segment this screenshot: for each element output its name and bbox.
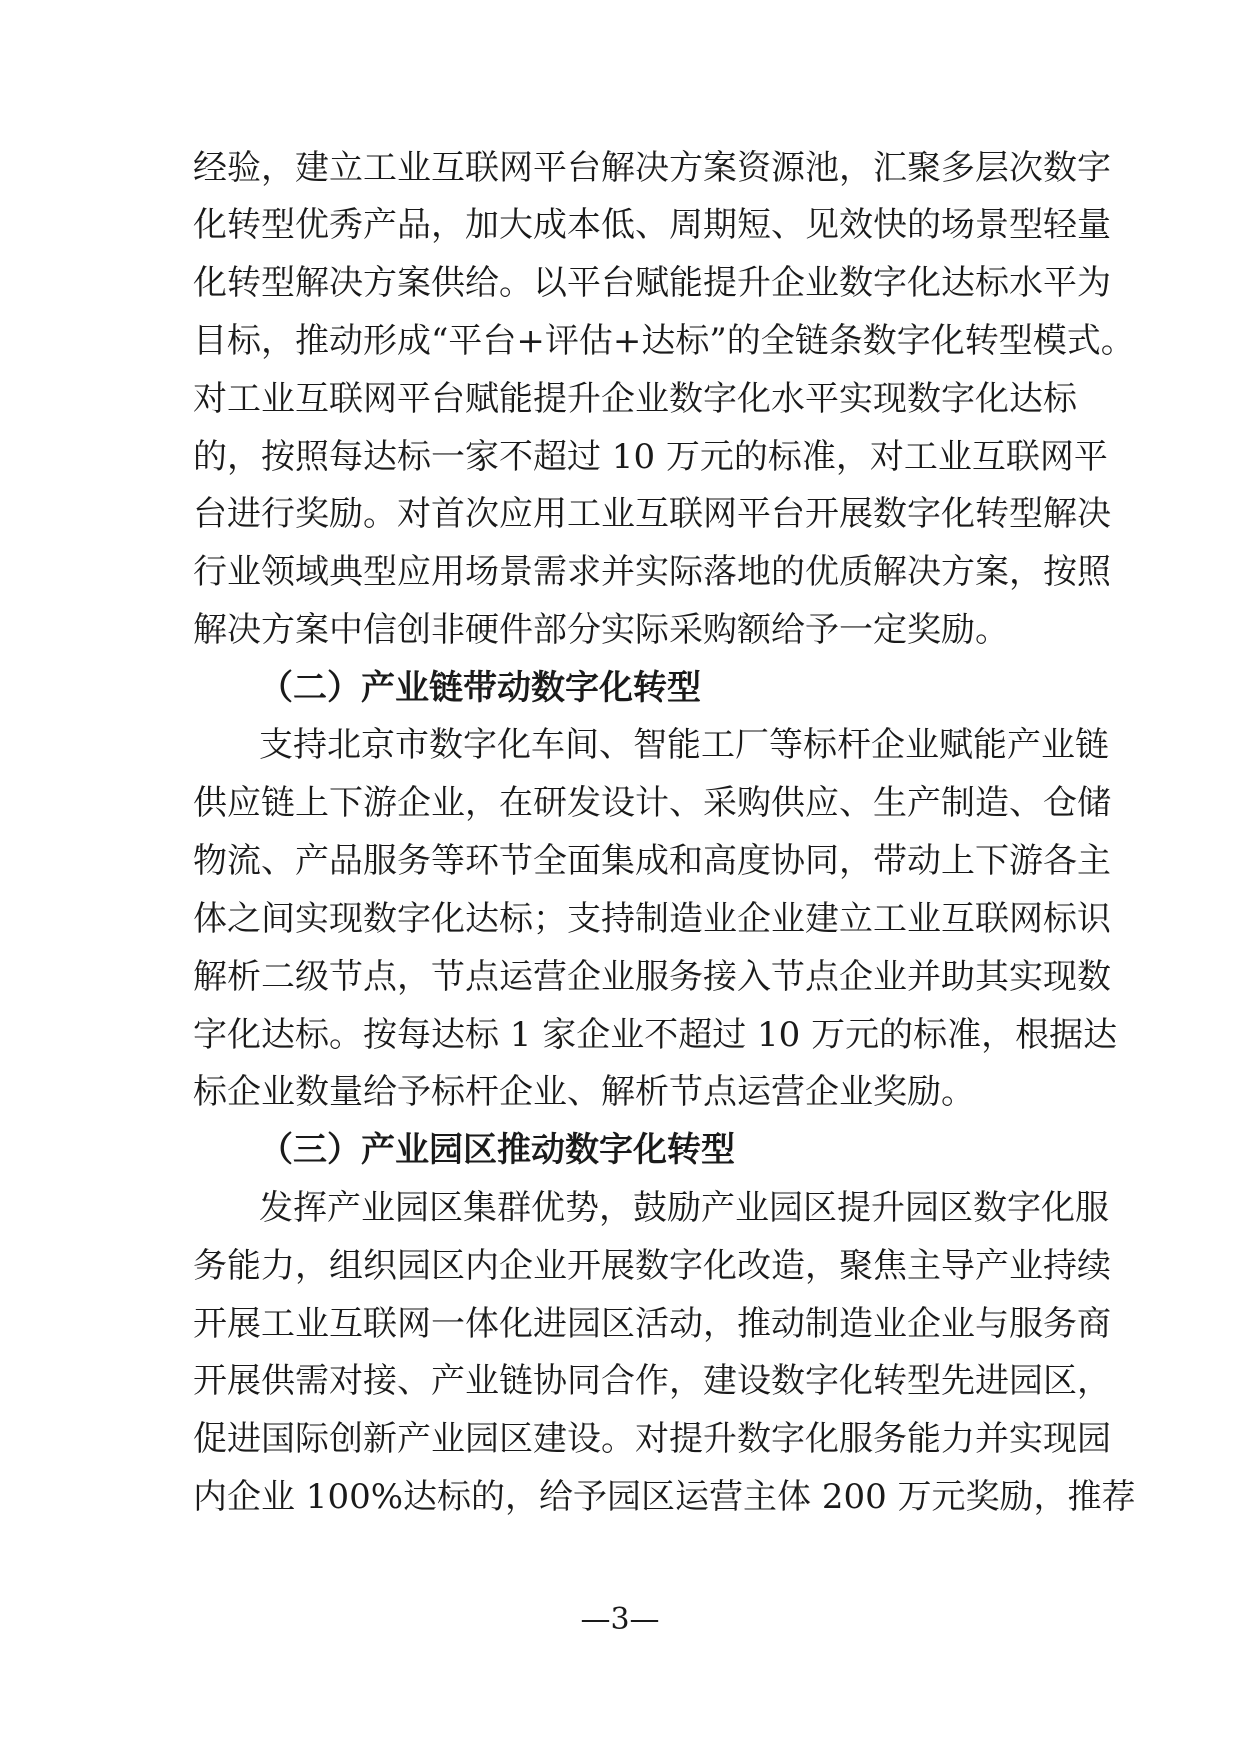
paragraph-line: 开展供需对接、产业链协同合作，建设数字化转型先进园区， [193, 1361, 1111, 1401]
paragraph-line: 化转型解决方案供给。以平台赋能提升企业数字化达标水平为 [193, 263, 1111, 303]
paragraph-line: 台进行奖励。对首次应用工业互联网平台开展数字化转型解决 [193, 494, 1111, 534]
paragraph-line: 解决方案中信创非硬件部分实际采购额给予一定奖励。 [193, 610, 1009, 650]
paragraph-line: 促进国际创新产业园区建设。对提升数字化服务能力并实现园 [193, 1419, 1111, 1459]
paragraph-line: 发挥产业园区集群优势，鼓励产业园区提升园区数字化服 [259, 1188, 1109, 1228]
paragraph-line: 务能力，组织园区内企业开展数字化改造，聚焦主导产业持续 [193, 1246, 1111, 1286]
paragraph-line: 标企业数量给予标杆企业、解析节点运营企业奖励。 [193, 1072, 975, 1112]
section-heading: （二）产业链带动数字化转型 [259, 668, 701, 708]
paragraph-line: 供应链上下游企业，在研发设计、采购供应、生产制造、仓储 [193, 783, 1111, 823]
paragraph-line: 支持北京市数字化车间、智能工厂等标杆企业赋能产业链 [259, 725, 1109, 765]
paragraph-line: 物流、产品服务等环节全面集成和高度协同，带动上下游各主 [193, 841, 1111, 881]
paragraph-line: 体之间实现数字化达标；支持制造业企业建立工业互联网标识 [193, 899, 1111, 939]
paragraph-line: 内企业 100%达标的，给予园区运营主体 200 万元奖励，推荐 [193, 1477, 1136, 1517]
paragraph-line: 经验，建立工业互联网平台解决方案资源池，汇聚多层次数字 [193, 148, 1111, 188]
paragraph-line: 的，按照每达标一家不超过 10 万元的标准，对工业互联网平 [193, 437, 1108, 477]
paragraph-line: 目标，推动形成“平台+评估+达标”的全链条数字化转型模式。 [193, 321, 1135, 361]
paragraph-line: 对工业互联网平台赋能提升企业数字化水平实现数字化达标 [193, 379, 1077, 419]
page-number: —3— [580, 1602, 660, 1637]
section-heading: （三）产业园区推动数字化转型 [259, 1130, 735, 1170]
paragraph-line: 字化达标。按每达标 1 家企业不超过 10 万元的标准，根据达 [193, 1015, 1118, 1055]
paragraph-line: 解析二级节点，节点运营企业服务接入节点企业并助其实现数 [193, 957, 1111, 997]
paragraph-line: 行业领域典型应用场景需求并实际落地的优质解决方案，按照 [193, 552, 1111, 592]
paragraph-line: 化转型优秀产品，加大成本低、周期短、见效快的场景型轻量 [193, 205, 1111, 245]
paragraph-line: 开展工业互联网一体化进园区活动，推动制造业企业与服务商 [193, 1304, 1111, 1344]
